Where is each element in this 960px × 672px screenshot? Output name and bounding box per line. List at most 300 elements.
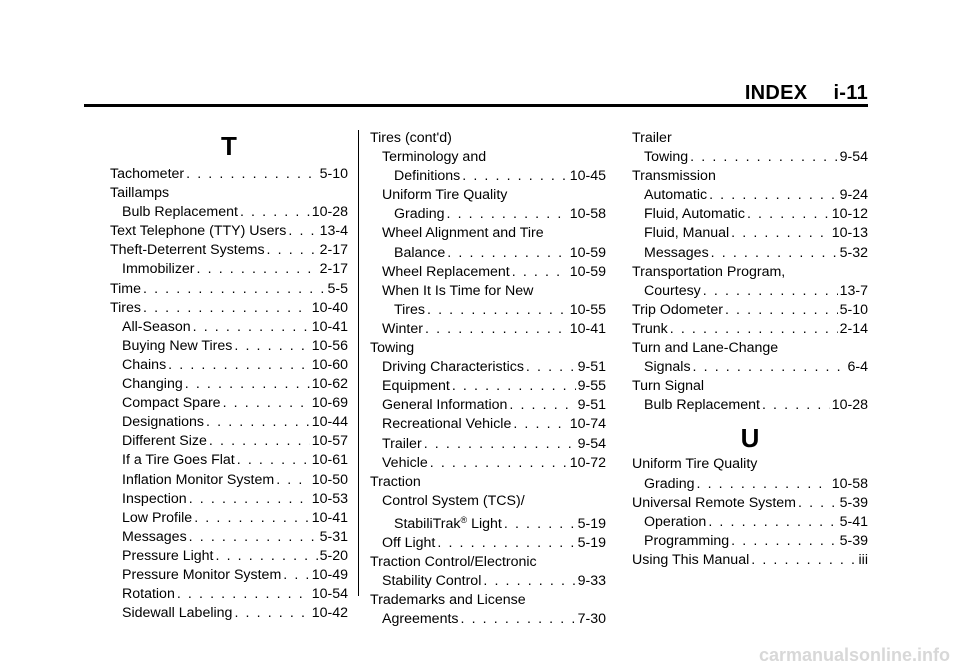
entry-label [632, 130, 672, 146]
entry-label-text: Text Telephone (TTY) Users [110, 223, 287, 240]
header-title: INDEX [744, 82, 808, 104]
index-heading [370, 224, 606, 243]
index-entry [632, 301, 868, 320]
index-entry [110, 299, 348, 318]
entry-label-text: All-Season [122, 318, 191, 335]
entry-label [382, 283, 533, 299]
page-reference[interactable]: 10-69 [311, 395, 348, 412]
entry-label-text: Trunk [632, 320, 668, 337]
entry-label [644, 475, 694, 494]
page-reference[interactable]: 10-41 [311, 318, 348, 335]
dot-leader [267, 241, 318, 260]
index-entry [110, 318, 348, 337]
entry-label-text: Compact Spare [122, 395, 221, 412]
entry-label-text: Inflation Monitor System [122, 471, 275, 488]
index-column-left [110, 129, 348, 623]
dot-leader [193, 318, 310, 337]
entry-label [122, 528, 187, 547]
dot-leader [427, 301, 568, 320]
page-reference[interactable]: 2-17 [319, 261, 348, 278]
index-entry [110, 432, 348, 451]
entry-label [122, 432, 207, 451]
dot-leader [452, 377, 576, 396]
index-entry [370, 572, 606, 591]
dot-leader [509, 396, 575, 415]
entry-label-text: Signals [644, 359, 691, 376]
page-reference[interactable]: 9-55 [577, 378, 606, 395]
entry-label-text: Tires (cont'd) [370, 130, 452, 146]
page-reference[interactable]: iii [858, 551, 868, 568]
entry-label [382, 610, 459, 629]
entry-label-text: Stability Control [382, 573, 482, 590]
dot-leader [430, 454, 568, 473]
page-reference[interactable]: 10-41 [569, 320, 606, 337]
page-reference[interactable]: 10-49 [311, 566, 348, 583]
entry-label [632, 320, 668, 339]
entry-label-text: Rotation [122, 586, 175, 603]
entry-label-text: Universal Remote System [632, 494, 796, 511]
entry-label-text: Traction [370, 473, 421, 490]
page-reference[interactable]: 5-41 [839, 513, 868, 530]
dot-leader [711, 244, 838, 263]
page-reference[interactable]: 10-59 [569, 244, 606, 261]
dot-leader [234, 337, 309, 356]
entry-label-text: Vehicle [382, 454, 428, 471]
dot-leader [437, 534, 575, 553]
index-entry [110, 547, 348, 566]
entry-label-text: Immobilizer [122, 261, 195, 278]
index-entry [632, 282, 868, 301]
entry-label [122, 413, 204, 432]
page-reference[interactable]: 10-59 [569, 263, 606, 280]
page-reference[interactable]: 10-57 [311, 433, 348, 450]
dot-leader [670, 320, 838, 339]
index-heading [370, 473, 606, 492]
dot-leader [197, 260, 318, 279]
index-entry [632, 532, 868, 551]
entry-label-text: Uniform Tire Quality [632, 456, 758, 473]
page-reference[interactable]: 9-33 [577, 573, 606, 590]
index-entry [110, 222, 348, 241]
entry-label [644, 532, 729, 551]
entry-label [382, 320, 423, 339]
entry-label-text: General Information [382, 397, 508, 414]
entry-label [122, 566, 281, 585]
dot-leader [143, 299, 310, 318]
entry-label-text: Driving Characteristics [382, 359, 524, 376]
entry-label [644, 224, 729, 243]
page-reference[interactable]: 10-41 [311, 509, 348, 526]
index-entry [632, 148, 868, 167]
entry-label-text: Automatic [644, 187, 708, 204]
index-heading [632, 377, 868, 396]
entry-label [122, 451, 235, 470]
entry-label [632, 168, 716, 184]
entry-label-text: Courtesy [644, 282, 701, 299]
page-header [745, 82, 868, 105]
entry-label-text: Definitions [394, 168, 461, 185]
section-letter: T [221, 131, 237, 161]
index-entry [370, 396, 606, 415]
entry-label-text: Using This Manual [632, 551, 750, 568]
entry-label-text: Pressure Light [122, 547, 214, 564]
entry-label-text: Recreational Vehicle [382, 416, 512, 433]
dot-leader [731, 224, 830, 243]
entry-label [382, 435, 422, 454]
entry-label-text: Towing [644, 149, 689, 166]
entry-label-text: Traction Control/Electronic [370, 554, 537, 571]
entry-label-suffix: Light [467, 515, 502, 532]
index-entry [110, 604, 348, 623]
index-heading [632, 455, 868, 474]
index-entry [110, 413, 348, 432]
dot-leader [240, 203, 310, 222]
entry-label-text: Theft-Deterrent Systems [110, 242, 265, 259]
entry-label [382, 415, 511, 434]
index-entry [370, 167, 606, 186]
page-reference[interactable]: 13-4 [319, 223, 348, 240]
dot-leader [693, 358, 846, 377]
index-entry [370, 358, 606, 377]
entry-label-text: Changing [122, 376, 183, 393]
entry-label-text: If a Tire Goes Flat [122, 452, 235, 469]
page-reference[interactable]: 10-45 [569, 168, 606, 185]
dot-leader [425, 320, 568, 339]
dot-leader [209, 432, 310, 451]
index-entry [632, 513, 868, 532]
index-heading [370, 282, 606, 301]
entry-label-text: Uniform Tire Quality [382, 187, 508, 204]
entry-label [644, 513, 706, 532]
dot-leader [709, 186, 838, 205]
entry-label-text: Turn and Lane-Change [632, 340, 779, 357]
dot-leader [177, 585, 310, 604]
index-entry [110, 280, 348, 299]
entry-label-text: Trailer [382, 435, 422, 452]
dot-leader [747, 205, 830, 224]
page-reference[interactable]: 5-31 [319, 528, 348, 545]
dot-leader [215, 547, 317, 566]
page-reference[interactable]: 7-30 [577, 611, 606, 628]
entry-label-text: Transmission [632, 168, 716, 185]
entry-label [644, 396, 760, 415]
entry-label-text: Sidewall Labeling [122, 605, 233, 622]
entry-label [382, 358, 524, 377]
index-entry [632, 205, 868, 224]
index-entry [110, 203, 348, 222]
index-entry [632, 396, 868, 415]
index-entry [632, 186, 868, 205]
page-reference[interactable]: 10-56 [311, 337, 348, 354]
index-entry [110, 394, 348, 413]
index-entry [110, 241, 348, 260]
index-entry [370, 205, 606, 224]
entry-label-text: Control System (TCS)/ [382, 492, 525, 509]
dot-leader [708, 513, 837, 532]
index-entry [632, 551, 868, 570]
dot-leader [762, 396, 830, 415]
index-entry [370, 534, 606, 553]
entry-label-text: Balance [394, 244, 446, 261]
entry-label-text: Wheel Replacement [382, 263, 510, 280]
page-reference[interactable]: 10-58 [831, 475, 868, 492]
entry-label [122, 471, 274, 490]
entry-label [632, 340, 778, 356]
entry-label-text: Agreements [382, 611, 459, 628]
entry-label [122, 509, 192, 528]
dot-leader [283, 566, 309, 585]
entry-label [632, 264, 785, 280]
dot-leader [424, 435, 576, 454]
entry-label [122, 356, 166, 375]
dot-leader [513, 415, 567, 434]
index-heading [632, 339, 868, 358]
entry-label-text: Low Profile [122, 509, 193, 526]
entry-label [394, 301, 425, 320]
index-entry [370, 301, 606, 320]
entry-label [122, 203, 238, 222]
page-reference[interactable]: 5-19 [577, 534, 606, 551]
page-number: i-11 [833, 82, 868, 104]
entry-label [644, 148, 688, 167]
index-heading [632, 129, 868, 148]
header-rule [84, 104, 868, 107]
dot-leader [483, 572, 575, 591]
entry-label [632, 456, 757, 472]
index-entry [370, 244, 606, 263]
entry-label-text: Wheel Alignment and Tire [382, 225, 544, 242]
entry-label [382, 187, 507, 203]
entry-label-text: Buying New Tires [122, 337, 233, 354]
page-reference[interactable]: 2-14 [839, 320, 868, 337]
page-reference[interactable]: 10-58 [569, 206, 606, 223]
entry-label-text: Bulb Replacement [644, 397, 760, 414]
index-entry [370, 263, 606, 282]
entry-label [382, 454, 428, 473]
index-heading [370, 129, 606, 148]
entry-label-text: Equipment [382, 378, 450, 395]
index-entry [632, 320, 868, 339]
page-reference[interactable]: 10-44 [311, 414, 348, 431]
entry-label [644, 244, 709, 263]
dot-leader [751, 551, 856, 570]
dot-leader [731, 532, 837, 551]
page-reference[interactable]: 9-51 [577, 359, 606, 376]
index-entry [632, 475, 868, 494]
page-reference[interactable]: 9-24 [839, 187, 868, 204]
entry-label [644, 186, 707, 205]
index-entry [370, 377, 606, 396]
index-entry [370, 511, 606, 534]
page-reference[interactable]: 9-54 [577, 435, 606, 452]
entry-label-text: Different Size [122, 433, 207, 450]
page-reference[interactable]: 6-4 [847, 359, 868, 376]
entry-label [122, 318, 191, 337]
entry-label-text: Fluid, Automatic [644, 206, 745, 223]
index-entry [370, 454, 606, 473]
entry-label [382, 493, 525, 509]
index-column-right [632, 129, 868, 570]
index-heading [632, 263, 868, 282]
entry-label [632, 301, 723, 320]
registered-mark: ® [460, 514, 468, 525]
entry-label [370, 592, 526, 608]
index-entry [632, 358, 868, 377]
entry-label [382, 149, 486, 165]
entry-label [110, 185, 169, 201]
column-divider [358, 130, 359, 596]
page-reference[interactable]: 10-61 [311, 452, 348, 469]
entry-label [370, 554, 537, 570]
entry-label [632, 378, 704, 394]
entry-label-text: Tires [394, 301, 426, 318]
page-reference[interactable]: 10-12 [831, 206, 868, 223]
page-reference[interactable]: 10-62 [311, 376, 348, 393]
dot-leader [512, 263, 568, 282]
entry-label [122, 394, 221, 413]
dot-leader [189, 528, 318, 547]
page-reference[interactable]: 10-28 [831, 397, 868, 414]
entry-label-text: Bulb Replacement [122, 204, 238, 221]
entry-label-text: Terminology and [382, 149, 487, 166]
entry-label [122, 490, 187, 509]
entry-label [370, 340, 414, 356]
dot-leader [447, 244, 567, 263]
entry-label-text: Programming [644, 532, 730, 549]
page-reference[interactable]: 10-13 [831, 225, 868, 242]
dot-leader [461, 610, 576, 629]
page-reference[interactable]: 10-50 [311, 471, 348, 488]
page-reference[interactable]: 5-19 [577, 515, 606, 532]
page-reference[interactable]: 10-28 [311, 204, 348, 221]
dot-leader [194, 509, 310, 528]
entry-label-text: Tires [110, 299, 142, 316]
dot-leader [504, 515, 576, 534]
entry-label-text: Tachometer [110, 166, 185, 182]
index-entry [632, 494, 868, 513]
index-entry [110, 585, 348, 604]
entry-label [382, 572, 481, 591]
entry-label [122, 260, 195, 279]
entry-label [394, 244, 445, 263]
index-heading [370, 553, 606, 572]
entry-label [382, 263, 510, 282]
entry-label-text: Trip Odometer [632, 301, 723, 318]
entry-label [382, 534, 435, 553]
entry-label-text: Fluid, Manual [644, 225, 730, 242]
dot-leader [237, 451, 310, 470]
dot-leader [462, 167, 567, 186]
index-entry [632, 244, 868, 263]
dot-leader [696, 475, 829, 494]
dot-leader [223, 394, 310, 413]
section-letter: U [740, 423, 760, 454]
entry-label-text: Pressure Monitor System [122, 566, 282, 583]
page-reference[interactable]: 5-39 [839, 532, 868, 549]
dot-leader [703, 282, 838, 301]
page-reference[interactable]: 9-54 [839, 149, 868, 166]
index-entry [110, 165, 348, 184]
index-entry [110, 566, 348, 585]
entry-label [644, 205, 745, 224]
page-reference[interactable]: 5-10 [319, 166, 348, 182]
entry-label-text: Off Light [382, 534, 436, 551]
entry-label [370, 474, 421, 490]
entry-label-text: Turn Signal [632, 378, 705, 395]
entry-label-text: Taillamps [110, 185, 170, 202]
page-reference[interactable]: 10-72 [569, 454, 606, 471]
entry-label [382, 225, 544, 241]
entry-label [110, 280, 141, 299]
page-reference[interactable]: 10-53 [311, 490, 348, 507]
dot-leader [276, 471, 310, 490]
entry-label-text: Towing [370, 340, 415, 357]
entry-label-text: Winter [382, 320, 423, 337]
page-reference[interactable]: 5-20 [319, 547, 348, 564]
page-reference[interactable]: 5-39 [839, 494, 868, 511]
entry-label [110, 299, 141, 318]
entry-label-text: Messages [644, 244, 709, 261]
page-reference[interactable]: 9-51 [577, 397, 606, 414]
entry-label-text: Trademarks and License [370, 592, 526, 609]
entry-label-text: Time [110, 280, 142, 297]
index-entry [370, 435, 606, 454]
index-entry [370, 320, 606, 339]
entry-label-text: Grading [394, 206, 445, 223]
entry-label-text: Inspection [122, 490, 187, 507]
dot-leader [526, 358, 576, 377]
entry-label [122, 547, 213, 566]
entry-label [632, 551, 749, 570]
page-reference[interactable]: 2-17 [319, 242, 348, 259]
page-reference[interactable]: 10-55 [569, 301, 606, 318]
entry-label [644, 358, 691, 377]
index-heading [370, 186, 606, 205]
index-heading [110, 184, 348, 203]
index-entry [370, 610, 606, 629]
page-reference[interactable]: 10-60 [311, 356, 348, 373]
entry-label [110, 241, 265, 260]
index-heading [370, 339, 606, 358]
entry-label [110, 165, 184, 184]
dot-leader [798, 494, 838, 513]
entry-label [122, 375, 183, 394]
dot-leader [446, 205, 567, 224]
entry-label-text: Grading [644, 475, 695, 492]
page-reference[interactable]: 5-32 [839, 244, 868, 261]
index-entry [370, 415, 606, 434]
dot-leader [690, 148, 837, 167]
page-reference[interactable]: 10-42 [311, 605, 348, 622]
page-reference[interactable]: 5-5 [327, 280, 348, 297]
entry-label-text: When It Is Time for New [382, 282, 534, 299]
page-reference[interactable]: 13-7 [839, 282, 868, 299]
entry-label [122, 604, 232, 623]
index-column-middle [370, 129, 606, 629]
page-reference[interactable]: 10-40 [311, 299, 348, 316]
entry-label-text: StabiliTrak [394, 515, 461, 532]
page-reference[interactable]: 10-74 [569, 416, 606, 433]
entry-label-text: Operation [644, 513, 707, 530]
page-reference[interactable]: 5-10 [839, 301, 868, 318]
entry-label [394, 511, 502, 534]
index-entry [110, 471, 348, 490]
page-reference[interactable]: 10-54 [311, 586, 348, 603]
entry-label-text: Transportation Program, [632, 263, 786, 280]
index-entry [110, 451, 348, 470]
dot-leader [725, 301, 838, 320]
dot-leader [206, 413, 310, 432]
